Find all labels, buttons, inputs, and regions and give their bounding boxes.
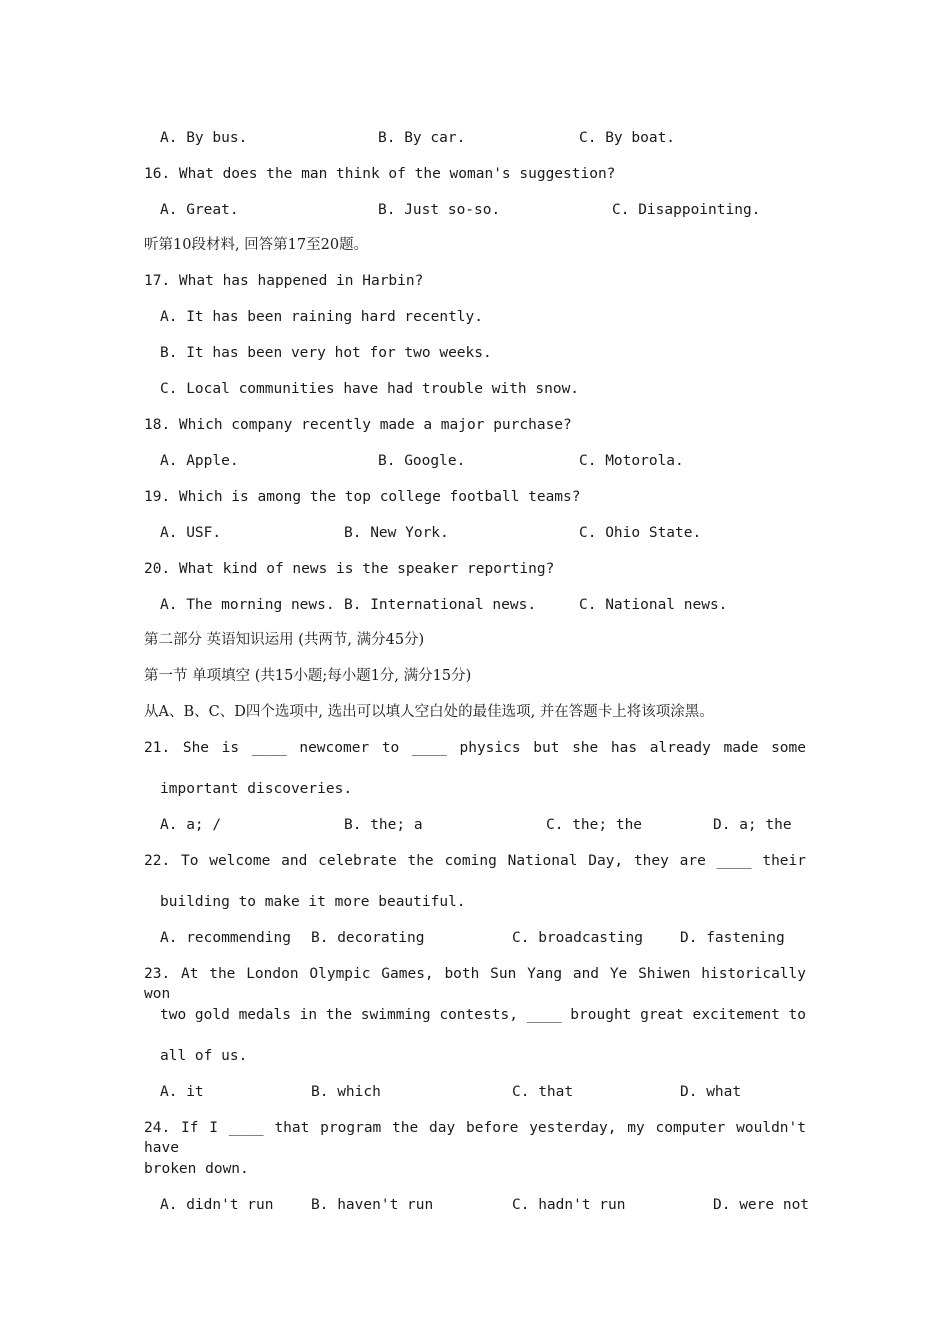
q22-option-a: A. recommending — [160, 930, 291, 946]
q15-option-b: B. By car. — [378, 130, 466, 146]
q21-option-b: B. the; a — [344, 817, 423, 833]
q17-stem: 17. What has happened in Harbin? — [144, 273, 424, 289]
q21-stem-line2: important discoveries. — [160, 781, 353, 797]
q22-stem-line1: 22. To welcome and celebrate the coming National Day, they are ____ their — [144, 853, 806, 869]
q17-option-b: B. It has been very hot for two weeks. — [160, 345, 492, 361]
q21-option-a: A. a; / — [160, 817, 222, 833]
section1-instruction: 从A、B、C、D四个选项中, 选出可以填人空白处的最佳选项, 并在答题卡上将该项涂黑。 — [144, 704, 714, 720]
q24-option-c: C. hadn't run — [512, 1197, 626, 1213]
q16-option-b: B. Just so-so. — [378, 202, 501, 218]
part2-heading: 第二部分 英语知识运用 (共两节, 满分45分) — [144, 632, 425, 648]
q21-option-d: D. a; the — [713, 817, 792, 833]
q24-option-a: A. didn't run — [160, 1197, 274, 1213]
q18-option-a: A. Apple. — [160, 453, 239, 469]
q23-option-b: B. which — [311, 1084, 381, 1100]
q15-option-c: C. By boat. — [579, 130, 676, 146]
q18-stem: 18. Which company recently made a major purchase? — [144, 417, 572, 433]
q16-option-c: C. Disappointing. — [612, 202, 761, 218]
q15-option-a: A. By bus. — [160, 130, 248, 146]
q23-stem-line2: two gold medals in the swimming contests, ____ brought great excitement to — [160, 1007, 807, 1023]
q19-option-a: A. USF. — [160, 525, 222, 541]
q20-stem: 20. What kind of news is the speaker reporting? — [144, 561, 555, 577]
q18-option-c: C. Motorola. — [579, 453, 684, 469]
q24-option-d: D. were not — [713, 1197, 810, 1213]
q24-option-b: B. haven't run — [311, 1197, 434, 1213]
q22-option-d: D. fastening — [680, 930, 785, 946]
q16-stem: 16. What does the man think of the woman's suggestion? — [144, 166, 616, 182]
q23-option-c: C. that — [512, 1084, 574, 1100]
q20-option-a: A. The morning news. — [160, 597, 335, 613]
q20-option-b: B. International news. — [344, 597, 537, 613]
q18-option-b: B. Google. — [378, 453, 466, 469]
q21-stem-line1: 21. She is ____ newcomer to ____ physics but she has already made some — [144, 740, 806, 756]
q23-stem-line1: 23. At the London Olympic Games, both Sun Yang and Ye Shiwen historically won — [144, 966, 806, 1002]
q22-option-c: C. broadcasting — [512, 930, 643, 946]
q24-stem-line1: 24. If I ____ that program the day before yesterday, my computer wouldn't have — [144, 1120, 806, 1156]
q16-option-a: A. Great. — [160, 202, 239, 218]
q17-option-a: A. It has been raining hard recently. — [160, 309, 484, 325]
q23-stem-line3: all of us. — [160, 1048, 248, 1064]
q23-option-d: D. what — [680, 1084, 742, 1100]
q21-option-c: C. the; the — [546, 817, 643, 833]
q19-stem: 19. Which is among the top college football teams? — [144, 489, 581, 505]
q24-stem-line2: broken down. — [144, 1161, 249, 1177]
q19-option-b: B. New York. — [344, 525, 449, 541]
section1-heading: 第一节 单项填空 (共15小题;每小题1分, 满分15分) — [144, 668, 472, 684]
q19-option-c: C. Ohio State. — [579, 525, 702, 541]
q22-stem-line2: building to make it more beautiful. — [160, 894, 466, 910]
q23-option-a: A. it — [160, 1084, 204, 1100]
q20-option-c: C. National news. — [579, 597, 728, 613]
q17-option-c: C. Local communities have had trouble with snow. — [160, 381, 580, 397]
q22-option-b: B. decorating — [311, 930, 425, 946]
section10-instruction: 听第10段材料, 回答第17至20题。 — [144, 237, 369, 253]
